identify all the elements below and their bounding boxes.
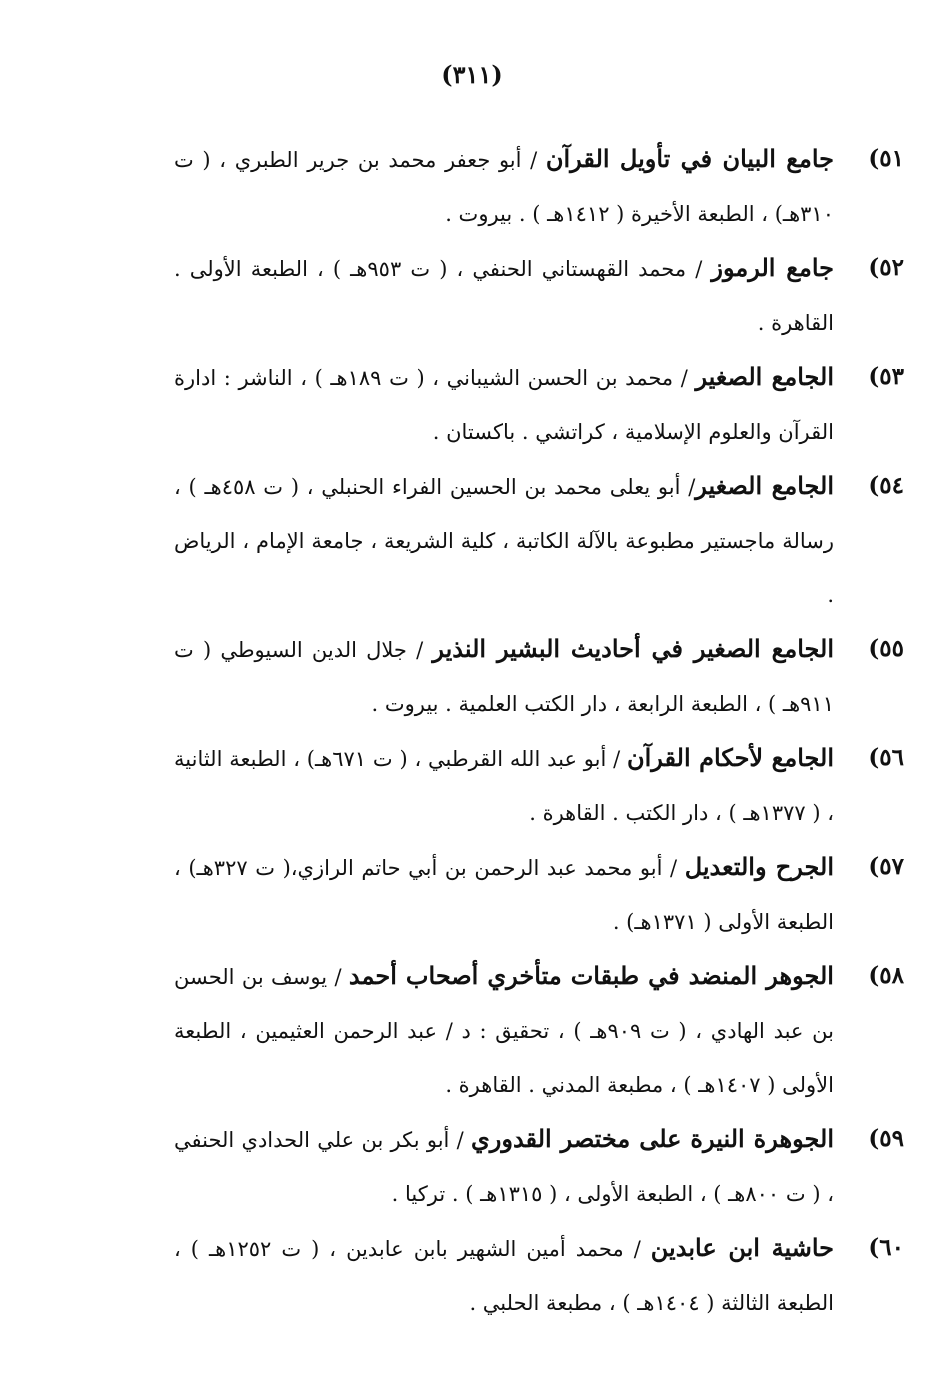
bibliography-entry <box>174 459 904 622</box>
bibliography-entry <box>174 731 904 840</box>
entry-title: الجرح والتعديل <box>684 852 835 881</box>
entry-number: ٥٢) <box>868 254 904 281</box>
bibliography-entry <box>174 840 904 949</box>
entry-title: الجوهرة النيرة على مختصر القدوري <box>470 1124 834 1153</box>
bibliography-entry <box>174 1221 904 1330</box>
entry-details: / محمد أمين الشهير بابن عابدين ، ( ت ١٢٥٢هـ ) ، الطبعة الثالثة ( ١٤٠٤هـ ) ، مطبعة الحلبي . <box>174 1237 834 1315</box>
bibliography-entry <box>174 241 904 350</box>
entry-number: ٦٠) <box>868 1234 904 1261</box>
entry-number: ٥٣) <box>868 363 904 390</box>
entry-details: / أبو عبد الله القرطبي ، ( ت ٦٧١هـ) ، الطبعة الثانية ، ( ١٣٧٧هـ ) ، دار الكتب . القاهرة . <box>174 747 834 825</box>
entry-number: ٥٧) <box>868 853 904 880</box>
entry-title: الجوهر المنضد في طبقات متأخري أصحاب أحمد <box>348 961 834 990</box>
bibliography-entry <box>174 1112 904 1221</box>
bibliography-entry <box>174 949 904 1112</box>
entry-number: ٥٥) <box>868 635 904 662</box>
entry-title: الجامع الصغير في أحاديث البشير النذير <box>432 634 834 663</box>
bibliography-list <box>174 132 904 1330</box>
bibliography-entry <box>174 350 904 459</box>
entry-number: ٥١) <box>868 145 904 172</box>
entry-details: / محمد القهستاني الحنفي ، ( ت ٩٥٣هـ ) ، الطبعة الأولى . القاهرة . <box>174 257 834 335</box>
entry-title: الجامع الصغير <box>695 362 834 391</box>
page-number: (٣١١) <box>441 60 503 89</box>
entry-title: الجامع الصغير <box>695 471 834 500</box>
entry-title: جامع الرموز <box>711 253 834 282</box>
entry-details: / أبو بكر بن علي الحدادي الحنفي ، ( ت ٨٠٠هـ ) ، الطبعة الأولى ، ( ١٣١٥هـ ) . تركيا . <box>174 1128 834 1206</box>
entry-number: ٥٩) <box>868 1125 904 1152</box>
entry-details: / أبو جعفر محمد بن جرير الطبري ، ( ت ٣١٠هـ) ، الطبعة الأخيرة ( ١٤١٢هـ ) . بيروت . <box>174 148 834 226</box>
entry-number: ٥٤) <box>868 472 904 499</box>
entry-title: الجامع لأحكام القرآن <box>627 743 834 772</box>
entry-number: ٥٦) <box>868 744 904 771</box>
entry-title: حاشية ابن عابدين <box>650 1233 834 1262</box>
bibliography-entry <box>174 132 904 241</box>
entry-details: / محمد بن الحسن الشيباني ، ( ت ١٨٩هـ ) ، الناشر : ادارة القرآن والعلوم الإسلامية ، كراتشي . باكستان . <box>174 366 834 444</box>
entry-details: / أبو يعلى محمد بن الحسين الفراء الحنبلي ، ( ت ٤٥٨هـ ) ، رسالة ماجستير مطبوعة بالآلة الكاتبة ، كلية الشريعة ، جامعة الإمام ، الرياض . <box>174 475 834 607</box>
entry-details: / يوسف بن الحسن بن عبد الهادي ، ( ت ٩٠٩هـ ) ، تحقيق : د / عبد الرحمن العثيمين ، الطبعة الأولى ( ١٤٠٧هـ ) ، مطبعة المدني . القاهرة . <box>174 965 834 1097</box>
entry-title: جامع البيان في تأويل القرآن <box>545 144 834 173</box>
bibliography-entry <box>174 622 904 731</box>
entry-number: ٥٨) <box>868 962 904 989</box>
entry-details: / جلال الدين السيوطي ( ت ٩١١هـ ) ، الطبعة الرابعة ، دار الكتب العلمية . بيروت . <box>174 638 834 716</box>
entry-details: / أبو محمد عبد الرحمن بن أبي حاتم الرازي،( ت ٣٢٧هـ) ، الطبعة الأولى ( ١٣٧١هـ) . <box>174 856 834 934</box>
